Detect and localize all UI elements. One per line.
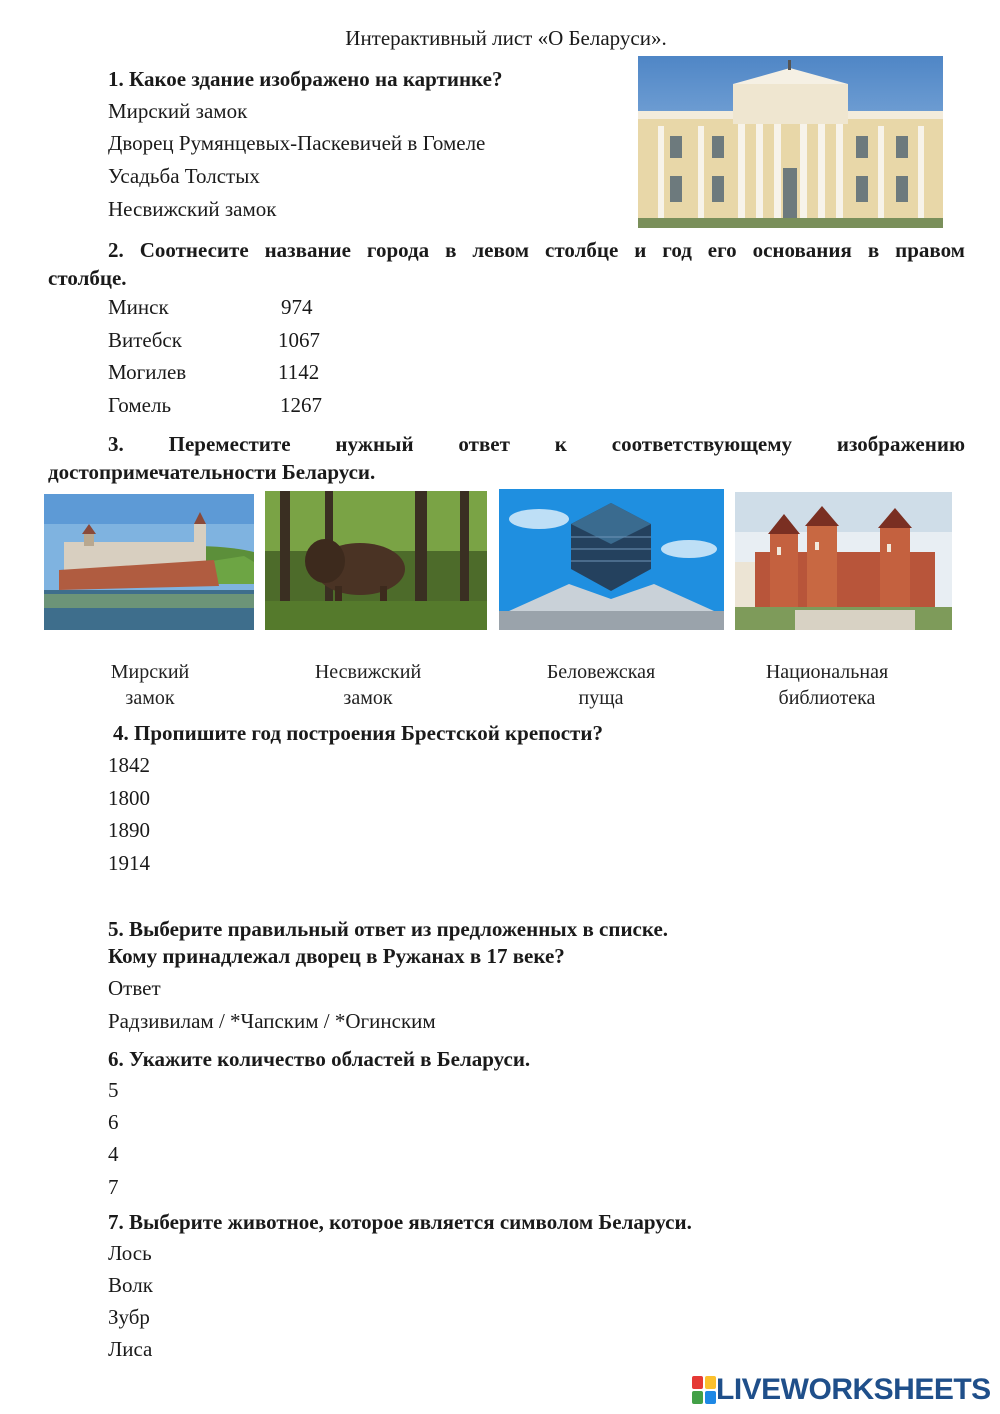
city-item[interactable]: Минск: [108, 295, 169, 319]
year-item[interactable]: 1267: [280, 393, 322, 417]
q7-option[interactable]: Лось: [108, 1241, 152, 1265]
q7-option[interactable]: Зубр: [108, 1305, 150, 1329]
question-3: 3. Переместите нужный ответ к соответствующему изображению: [108, 432, 965, 456]
year-item[interactable]: 1142: [278, 360, 320, 384]
year-item[interactable]: 974: [281, 295, 313, 319]
question-5-cont: Кому принадлежал дворец в Ружанах в 17 веке?: [108, 944, 565, 968]
city-item[interactable]: Гомель: [108, 393, 172, 417]
national-library-photo: [499, 489, 724, 630]
palace-photo: [638, 56, 943, 228]
q7-option[interactable]: Волк: [108, 1273, 153, 1297]
caption-belovezhskaya-pushcha[interactable]: Беловежская пуща: [546, 661, 656, 709]
q4-option[interactable]: 1800: [108, 786, 150, 810]
year-item[interactable]: 1067: [278, 328, 320, 352]
q1-option[interactable]: Дворец Румянцевых-Паскевичей в Гомеле: [108, 131, 486, 155]
q4-option[interactable]: 1842: [108, 753, 150, 777]
q6-option[interactable]: 4: [108, 1142, 119, 1166]
question-2: 2. Соотнесите название города в левом столбце и год его основания в правом: [108, 238, 965, 262]
caption-nesvizh-castle[interactable]: Несвижский замок: [314, 661, 422, 709]
question-3-cont: достопримечательности Беларуси.: [48, 460, 376, 484]
q7-option[interactable]: Лиса: [108, 1337, 153, 1361]
bison-photo: [265, 491, 487, 630]
nesvizh-castle-photo: [44, 494, 254, 630]
q4-option[interactable]: 1890: [108, 818, 150, 842]
page-title: Интерактивный лист «О Беларуси».: [345, 26, 667, 50]
mir-castle-photo: [735, 492, 952, 630]
city-item[interactable]: Могилев: [108, 360, 187, 384]
q6-option[interactable]: 7: [108, 1175, 119, 1199]
question-5: 5. Выберите правильный ответ из предложенных в списке.: [108, 917, 669, 941]
question-6: 6. Укажите количество областей в Беларуси.: [108, 1047, 531, 1071]
question-2-cont: столбце.: [48, 266, 127, 290]
q1-option[interactable]: Мирский замок: [108, 99, 248, 123]
question-4: 4. Пропишите год построения Брестской крепости?: [113, 721, 603, 745]
q4-option[interactable]: 1914: [108, 851, 150, 875]
liveworksheets-logo-text: LIVEWORKSHEETS: [716, 1373, 991, 1406]
q1-option[interactable]: Несвижский замок: [108, 197, 277, 221]
question-7: 7. Выберите животное, которое является символом Беларуси.: [108, 1210, 692, 1234]
question-1: 1. Какое здание изображено на картинке?: [108, 67, 503, 91]
q1-option[interactable]: Усадьба Толстых: [108, 164, 260, 188]
city-item[interactable]: Витебск: [108, 328, 182, 352]
answer-choices[interactable]: Радзивилам / *Чапским / *Огинским: [108, 1009, 436, 1033]
caption-mir-castle[interactable]: Мирский замок: [110, 661, 190, 709]
q6-option[interactable]: 6: [108, 1110, 119, 1134]
caption-national-library[interactable]: Национальная библиотека: [765, 661, 889, 709]
answer-label: Ответ: [108, 976, 161, 1000]
liveworksheets-logo-icon: [692, 1376, 716, 1404]
liveworksheets-logo: [692, 1374, 991, 1406]
q6-option[interactable]: 5: [108, 1078, 119, 1102]
